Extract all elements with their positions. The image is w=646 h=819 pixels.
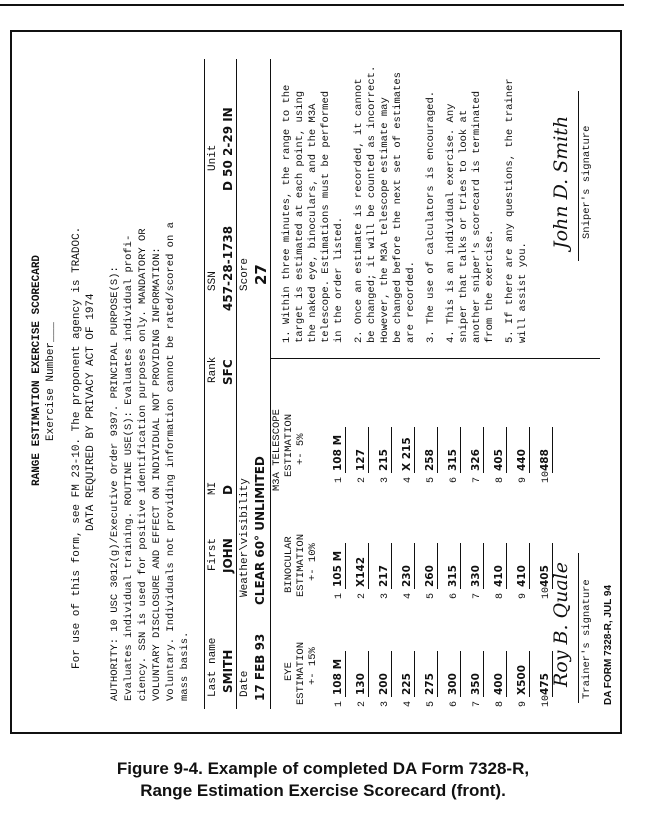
entry-number: 8 [495, 592, 506, 599]
instruction-line: 1. Within three minutes, the range to the [281, 84, 293, 343]
entry-number: 6 [449, 700, 460, 707]
eye-entry [495, 649, 507, 707]
entry-value: 410 [493, 565, 505, 587]
privacy-line: ciency. SSN is used for positive identification purposes only. MANDATORY OR [137, 228, 149, 701]
weather-value: CLEAR 60° UNLIMITED [253, 456, 267, 605]
exercise-number-label: Exercise Number___ [45, 322, 57, 441]
entry-value: 315 [447, 449, 459, 471]
entry-underline [414, 543, 415, 589]
entry-underline [368, 543, 369, 589]
entry-underline [345, 651, 346, 697]
telescope-entry [357, 425, 369, 483]
eye-header: ESTIMATION [295, 641, 307, 705]
eye-entry [472, 649, 484, 707]
ssn-label: SSN [207, 271, 219, 291]
eye-header: +- 15% [307, 647, 319, 685]
sniper-signature-label: Sniper's signature [581, 125, 593, 239]
instruction-line: in the order listed. [333, 216, 345, 343]
entry-value: 350 [470, 673, 482, 695]
instruction-line: another sniper's scorecard is terminated [471, 90, 483, 343]
instruction-line: 3. The use of calculators is encouraged. [425, 90, 437, 343]
entry-underline [437, 543, 438, 589]
binocular-entry [518, 541, 530, 599]
instruction-line: 5. If there are any questions, the trainer [504, 78, 516, 343]
instruction-line: target is estimated at each point, using [294, 90, 306, 343]
privacy-line: mass basis. [179, 631, 191, 701]
entry-number: 1 [334, 476, 345, 483]
instruction-line: will assist you. [517, 242, 529, 343]
entry-underline [345, 543, 346, 589]
entry-underline [345, 427, 346, 473]
trainer-signature-line [578, 553, 579, 703]
entry-value: 440 [516, 449, 528, 471]
instruction-line: be changed; it will be counted as incorrect. [366, 65, 378, 343]
first-label: First [207, 537, 219, 571]
entry-number: 5 [426, 592, 437, 599]
entry-value: 315 [447, 565, 459, 587]
entry-number: 2 [357, 700, 368, 707]
entry-value: 488 [539, 449, 551, 471]
binocular-entry [380, 541, 392, 599]
entry-number: 9 [518, 592, 529, 599]
unit-label: Unit [207, 144, 219, 171]
instruction-line: from the exercise. [484, 229, 496, 343]
telescope-entry [380, 425, 392, 483]
instruction-line: sniper that talks or tries to look at [458, 109, 470, 343]
unit-value: D 50 2-29 IN [221, 107, 235, 191]
score-label: Score [239, 257, 251, 291]
instruction-line: However, the M3A telescope estimate may [379, 97, 391, 343]
entry-underline [552, 427, 553, 473]
entry-underline [483, 543, 484, 589]
form-number: DA FORM 7328-R, JUL 94 [603, 584, 614, 705]
sniper-signature-line [578, 91, 579, 261]
instruction-line: be changed before the next set of estimates [392, 72, 404, 343]
telescope-entry [541, 425, 553, 483]
entry-value: 300 [447, 673, 459, 695]
entry-number: 3 [380, 476, 391, 483]
telescope-entry [426, 425, 438, 483]
entry-value: 260 [424, 565, 436, 587]
binocular-entry [426, 541, 438, 599]
last-name-label: Last name [207, 637, 219, 697]
entry-underline [391, 543, 392, 589]
rule [204, 59, 205, 709]
entry-underline [506, 427, 507, 473]
entry-number: 10 [541, 586, 552, 599]
telescope-entry [334, 425, 346, 483]
entry-underline [368, 651, 369, 697]
entry-number: 4 [403, 476, 414, 483]
eye-entry [380, 649, 392, 707]
eye-header: EYE [283, 662, 295, 681]
entry-value: 326 [470, 449, 482, 471]
entry-underline [437, 427, 438, 473]
entry-value: 200 [378, 673, 390, 695]
weather-label: Weather\visibility [239, 478, 251, 597]
caption-line-1: Figure 9-4. Example of completed DA Form 7328-R, [116, 759, 530, 778]
entry-underline [483, 651, 484, 697]
entry-number: 9 [518, 700, 529, 707]
entry-value: 217 [378, 565, 390, 587]
entry-value: 108 M [332, 434, 344, 471]
privacy-line: Voluntary. Individuals not providing information cannot be rated/scored on a [165, 222, 177, 701]
entry-number: 9 [518, 476, 529, 483]
entry-value: X142 [355, 556, 367, 587]
rotated-form [12, 41, 612, 731]
entry-number: 7 [472, 476, 483, 483]
use-line-1: For use of this form, see FM 23-10. The proponent agency is TRADOC. [71, 226, 83, 669]
entry-underline [414, 651, 415, 697]
entry-number: 7 [472, 592, 483, 599]
entry-value: 330 [470, 565, 482, 587]
entry-value: 230 [401, 565, 413, 587]
entry-value: 130 [355, 673, 367, 695]
entry-underline [460, 651, 461, 697]
telescope-header: M3A TELESCOPE [271, 409, 283, 491]
entry-value: 258 [424, 449, 436, 471]
instruction-line: are recorded. [405, 261, 417, 343]
entry-number: 7 [472, 700, 483, 707]
entry-value: X 215 [401, 437, 413, 471]
privacy-line: Evaluates individual training. ROUTINE USE(S): Evaluates individual profi- [123, 234, 135, 701]
entry-number: 3 [380, 592, 391, 599]
eye-entry [449, 649, 461, 707]
telescope-entry [518, 425, 530, 483]
entry-value: 275 [424, 673, 436, 695]
last-name-value: SMITH [221, 649, 235, 693]
form-title: RANGE ESTIMATION EXERCISE SCORECARD [31, 254, 43, 486]
trainer-signature-label: Trainer's signature [581, 579, 593, 699]
entry-value: 225 [401, 673, 413, 695]
telescope-entry [472, 425, 484, 483]
entry-underline [414, 427, 415, 473]
entry-value: 405 [493, 449, 505, 471]
entry-number: 6 [449, 592, 460, 599]
binocular-entry [403, 541, 415, 599]
entry-underline [483, 427, 484, 473]
privacy-line: AUTHORITY: 10 USC 3012(g)/Executive Order 9397. PRINCIPAL PURPOSE(S): [109, 266, 121, 701]
entry-number: 6 [449, 476, 460, 483]
figure-caption [0, 758, 646, 802]
ssn-value: 457-28-1738 [221, 225, 235, 311]
entry-underline [368, 427, 369, 473]
entry-number: 3 [380, 700, 391, 707]
binocular-entry [334, 541, 346, 599]
telescope-header: ESTIMATION [283, 413, 295, 477]
page-top-rule [0, 4, 624, 6]
rank-value: SFC [221, 359, 235, 385]
instruction-line: 4. This is an individual exercise. Any [445, 103, 457, 343]
eye-entry [518, 649, 530, 707]
binocular-entry [357, 541, 369, 599]
first-name-value: JOHN [221, 538, 235, 573]
sniper-signature: John D. Smith [550, 115, 572, 249]
instruction-line: telescope. Estimations must be performed [320, 90, 332, 343]
caption-line-2: Range Estimation Exercise Scorecard (front). [140, 781, 506, 800]
rank-label: Rank [207, 356, 219, 383]
entry-number: 10 [541, 470, 552, 483]
entry-number: 8 [495, 476, 506, 483]
entry-number: 2 [357, 592, 368, 599]
instruction-line: 2. Once an estimate is recorded, it cannot [353, 78, 365, 343]
entry-underline [506, 543, 507, 589]
telescope-entry [495, 425, 507, 483]
entry-underline [391, 427, 392, 473]
entry-number: 5 [426, 476, 437, 483]
entry-value: 475 [539, 673, 551, 695]
use-line-2: DATA REQUIRED BY PRIVACY ACT OF 1974 [85, 293, 97, 531]
eye-entry [403, 649, 415, 707]
binocular-entry [449, 541, 461, 599]
privacy-line: VOLUNTARY DISCLOSURE AND EFFECT ON INDIVIDUAL NOT PROVIDING INFORMATION: [151, 247, 163, 701]
entry-number: 2 [357, 476, 368, 483]
telescope-header: +- 5% [295, 433, 307, 465]
entry-underline [460, 543, 461, 589]
entry-underline [506, 651, 507, 697]
entry-value: X500 [516, 664, 528, 695]
mi-label: MI [207, 481, 219, 495]
telescope-entry [403, 425, 415, 483]
column-divider [270, 358, 600, 359]
entry-value: 127 [355, 449, 367, 471]
binocular-entry [472, 541, 484, 599]
eye-entry [357, 649, 369, 707]
binocular-header: ESTIMATION [295, 533, 307, 597]
entry-underline [529, 427, 530, 473]
eye-entry [426, 649, 438, 707]
instruction-line: the naked eye, binoculars, and the M3A [307, 103, 319, 343]
entry-number: 1 [334, 700, 345, 707]
mi-value: D [221, 485, 235, 495]
entry-number: 1 [334, 592, 345, 599]
entry-underline [391, 651, 392, 697]
entry-value: 400 [493, 673, 505, 695]
entry-value: 405 [539, 565, 551, 587]
entry-number: 10 [541, 694, 552, 707]
entry-value: 410 [516, 565, 528, 587]
entry-value: 105 M [332, 550, 344, 587]
date-value: 17 FEB 93 [253, 633, 267, 701]
telescope-entry [449, 425, 461, 483]
entry-value: 215 [378, 449, 390, 471]
rule [270, 59, 271, 709]
score-value: 27 [252, 264, 270, 285]
entry-number: 8 [495, 700, 506, 707]
entry-number: 4 [403, 592, 414, 599]
entry-underline [460, 427, 461, 473]
rule [236, 59, 237, 709]
entry-number: 4 [403, 700, 414, 707]
entry-underline [529, 651, 530, 697]
entry-underline [529, 543, 530, 589]
entry-value: 108 M [332, 658, 344, 695]
date-label: Date [239, 670, 251, 697]
eye-entry [334, 649, 346, 707]
entry-number: 5 [426, 700, 437, 707]
entry-underline [437, 651, 438, 697]
binocular-entry [495, 541, 507, 599]
binocular-header: +- 10% [307, 543, 319, 581]
binocular-header: BINOCULAR [283, 536, 295, 593]
trainer-signature: Roy B. Quale [550, 561, 572, 687]
